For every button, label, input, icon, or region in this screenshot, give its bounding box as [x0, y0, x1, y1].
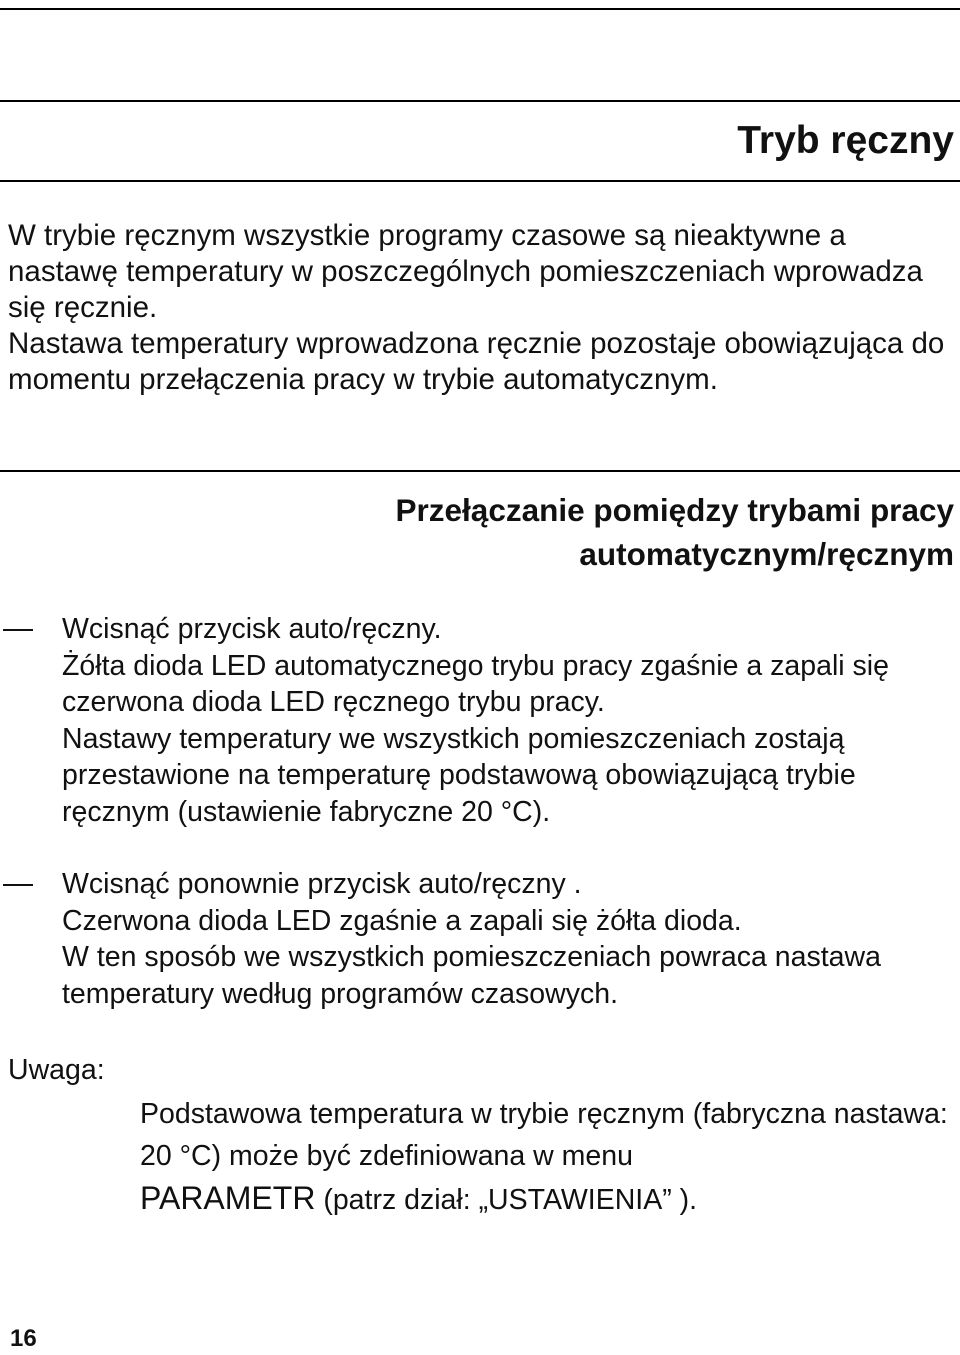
- step-item-1: [0, 611, 960, 830]
- intro-paragraph-1: W trybie ręcznym wszystkie programy czasowe są nieaktywne a nastawę temperatury w poszczególnych pomieszczeniach wprowadza się ręcznie.: [8, 219, 923, 324]
- section-title-line-1: Przełączanie pomiędzy trybami pracy: [395, 492, 954, 528]
- section-title-line-2: automatycznym/ręcznym: [579, 536, 954, 572]
- step-item-2: [0, 866, 960, 1012]
- dash-bullet-icon: [3, 884, 33, 886]
- step-detail: W ten sposób we wszystkich pomieszczeniach powraca nastawa temperatury według programów czasowych.: [62, 941, 881, 1010]
- note-body: Podstawowa temperatura w trybie ręcznym (fabryczna nastawa: 20 °C) może być zdefiniowana w menu: [140, 1098, 948, 1172]
- note-label: Uwaga:: [8, 1054, 105, 1086]
- step-action: Wcisnąć ponownie przycisk auto/ręczny .: [62, 868, 582, 900]
- page-number: 16: [10, 1325, 37, 1352]
- step-detail: Nastawy temperatury we wszystkich pomieszczeniach zostają przestawione na temperaturę podstawową obowiązującą trybie ręcznym (ustawienie fabryczne 20 °C).: [62, 722, 856, 828]
- intro-section: [8, 218, 953, 398]
- menu-name: PARAMETR: [140, 1180, 316, 1216]
- step-result: Czerwona dioda LED zgaśnie a zapali się żółta dioda.: [62, 904, 742, 937]
- step-action: Wcisnąć przycisk auto/ręczny.: [62, 613, 442, 645]
- header-rule: [0, 100, 960, 102]
- page-title: Tryb ręczny: [737, 119, 954, 162]
- step-result: Żółta dioda LED automatycznego trybu pracy zgaśnie a zapali się czerwona dioda LED ręcznego trybu pracy.: [62, 649, 889, 718]
- intro-paragraph-2: Nastawa temperatury wprowadzona ręcznie pozostaje obowiązująca do momentu przełączenia pracy w trybie automatycznym.: [8, 327, 945, 396]
- note-text: [140, 1093, 955, 1221]
- title-underline-rule: [0, 180, 960, 182]
- section-divider-rule: [0, 470, 960, 472]
- note-reference: (patrz dział: „USTAWIENIA” ).: [323, 1184, 698, 1216]
- dash-bullet-icon: [3, 629, 33, 631]
- section-title: [396, 488, 954, 576]
- top-rule: [0, 8, 960, 10]
